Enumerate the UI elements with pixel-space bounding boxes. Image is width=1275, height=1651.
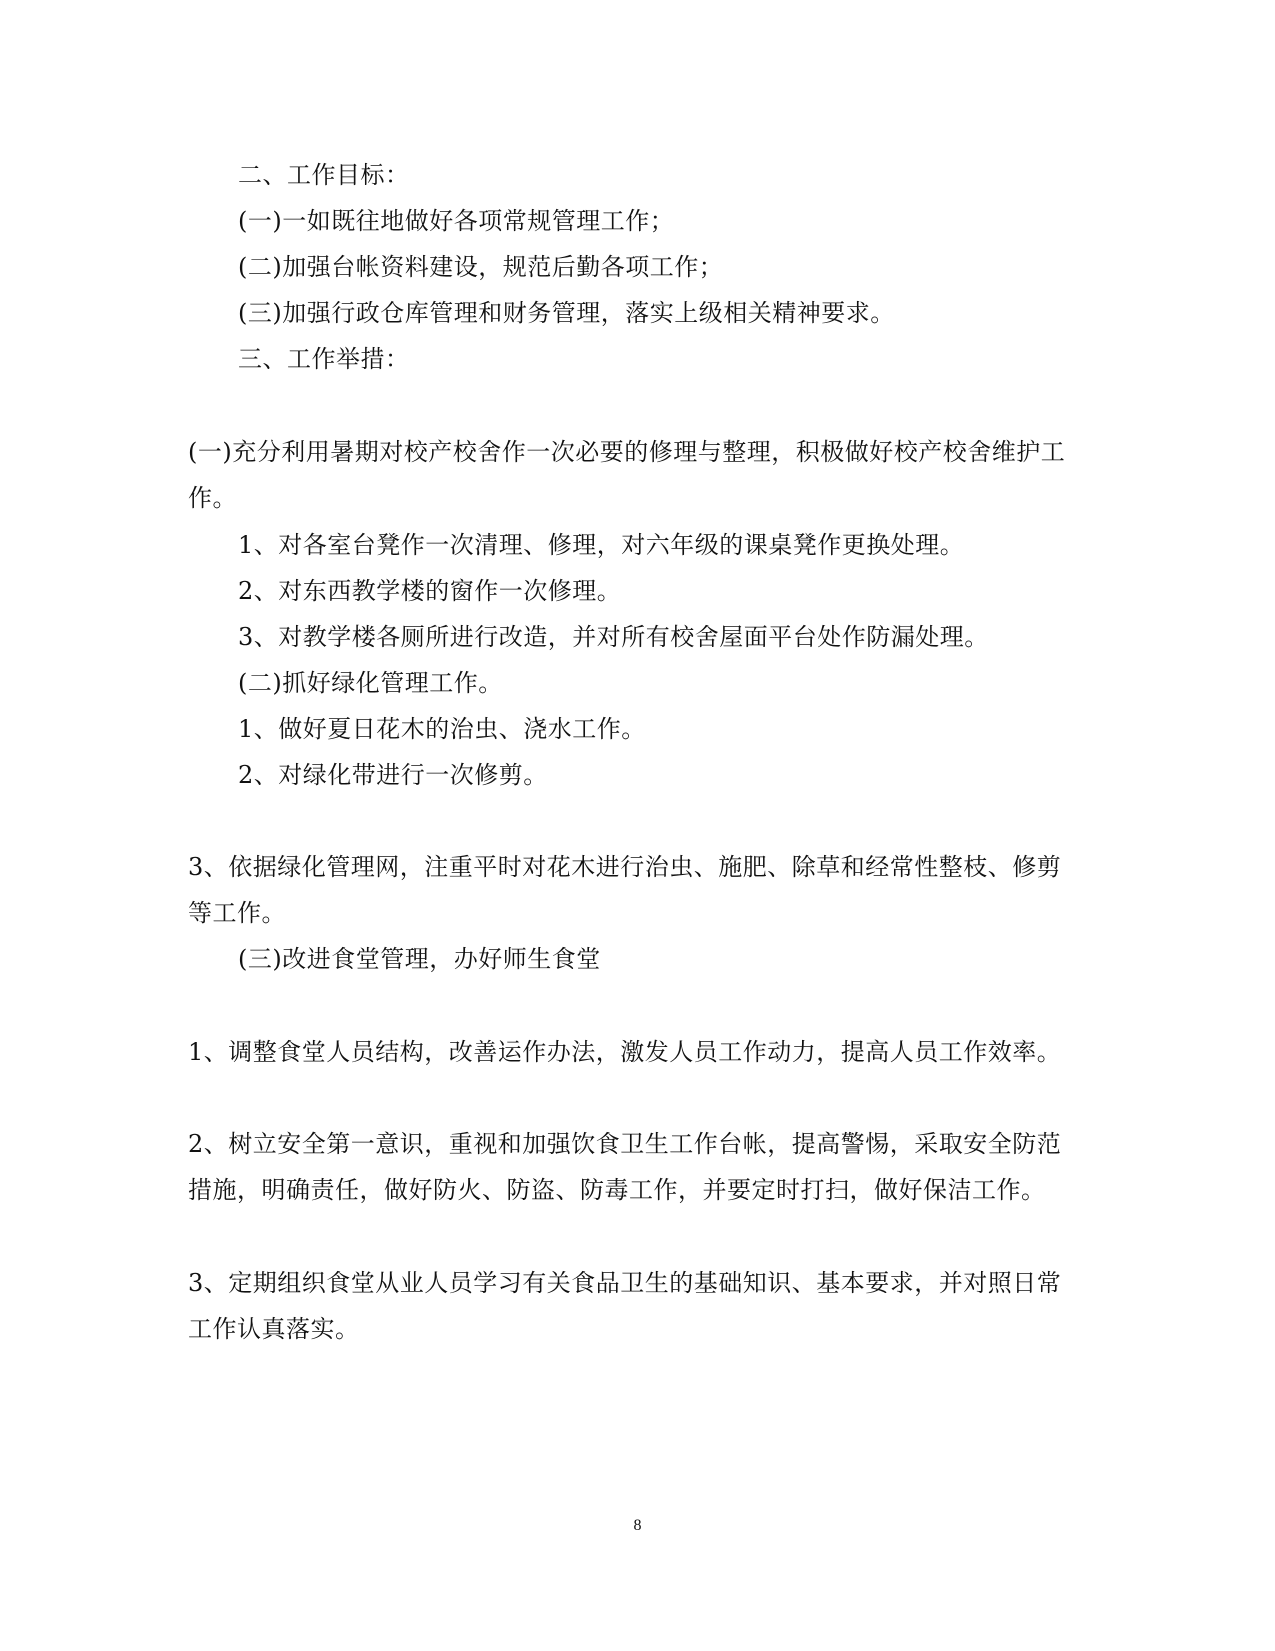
measure-1-item-3: 3、对教学楼各厕所进行改造，并对所有校舍屋面平台处作防漏处理。 xyxy=(238,623,989,651)
measure-3-item-3-cont: 工作认真落实。 xyxy=(188,1315,360,1343)
measure-3-item-2-cont: 措施，明确责任，做好防火、防盗、防毒工作，并要定时打扫，做好保洁工作。 xyxy=(188,1176,1046,1204)
measure-2-item-3-cont: 等工作。 xyxy=(188,899,286,927)
page-number: 8 xyxy=(633,1517,642,1534)
measure-1-item-1: 1、对各室台凳作一次清理、修理，对六年级的课桌凳作更换处理。 xyxy=(238,531,965,559)
measure-1-heading: (一)充分利用暑期对校产校舍作一次必要的修理与整理，积极做好校产校舍维护工 xyxy=(188,438,1066,466)
measure-3-heading: (三)改进食堂管理，办好师生食堂 xyxy=(238,945,601,973)
measure-2-heading: (二)抓好绿化管理工作。 xyxy=(238,669,503,697)
measure-3-item-3: 3、定期组织食堂从业人员学习有关食品卫生的基础知识、基本要求，并对照日常 xyxy=(188,1269,1062,1297)
measure-1-item-2: 2、对东西教学楼的窗作一次修理。 xyxy=(238,577,622,605)
measure-1-heading-cont: 作。 xyxy=(188,484,237,512)
measure-2-item-3: 3、依据绿化管理网，注重平时对花木进行治虫、施肥、除草和经常性整枝、修剪 xyxy=(188,853,1062,881)
measure-3-item-1: 1、调整食堂人员结构，改善运作办法，激发人员工作动力，提高人员工作效率。 xyxy=(188,1038,1062,1066)
goal-item-1: (一)一如既往地做好各项常规管理工作； xyxy=(238,207,675,235)
goal-item-3: (三)加强行政仓库管理和财务管理，落实上级相关精神要求。 xyxy=(238,299,895,327)
measure-2-item-2: 2、对绿化带进行一次修剪。 xyxy=(238,761,548,789)
measure-3-item-2: 2、树立安全第一意识，重视和加强饮食卫生工作台帐，提高警惕，采取安全防范 xyxy=(188,1130,1062,1158)
section-heading-measures: 三、工作举措： xyxy=(238,345,410,373)
goal-item-2: (二)加强台帐资料建设，规范后勤各项工作； xyxy=(238,253,724,281)
measure-2-item-1: 1、做好夏日花木的治虫、浇水工作。 xyxy=(238,715,646,743)
section-heading-goals: 二、工作目标： xyxy=(238,161,410,189)
